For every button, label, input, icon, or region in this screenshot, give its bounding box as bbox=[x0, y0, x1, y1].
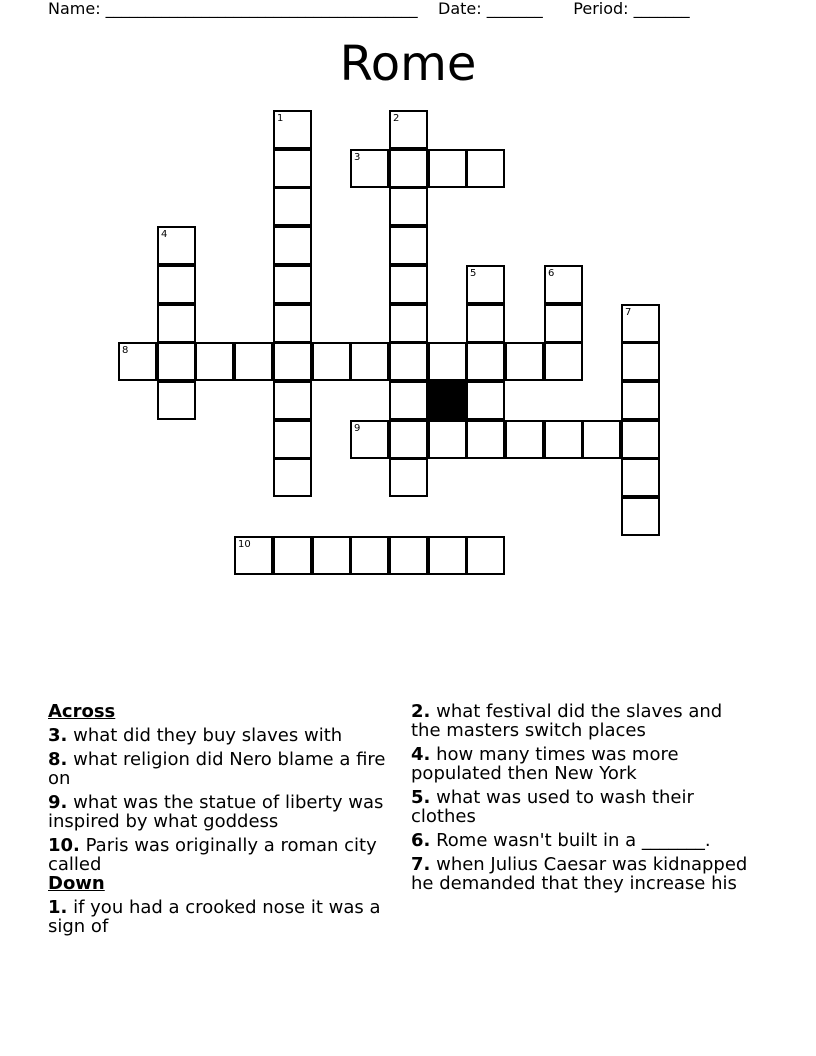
crossword-cell[interactable] bbox=[389, 110, 428, 149]
down-heading: Down bbox=[48, 873, 105, 894]
crossword-cell[interactable] bbox=[157, 226, 196, 265]
crossword-cell[interactable] bbox=[389, 420, 428, 459]
clue-text: Rome wasn't built in a _______. bbox=[430, 830, 711, 851]
crossword-cell[interactable] bbox=[273, 458, 312, 497]
crossword-cell[interactable] bbox=[505, 342, 544, 381]
name-field[interactable]: Name: _______________________________________ bbox=[48, 0, 418, 18]
clue-number: 5. bbox=[411, 787, 431, 808]
crossword-cell[interactable] bbox=[273, 265, 312, 304]
clue-down-7 bbox=[411, 855, 751, 893]
clue-number: 9. bbox=[48, 792, 68, 813]
clues-column-right bbox=[411, 702, 751, 898]
clue-text: what was used to wash their clothes bbox=[411, 787, 694, 827]
crossword-cell[interactable] bbox=[273, 226, 312, 265]
crossword-cell[interactable] bbox=[273, 110, 312, 149]
crossword-cell[interactable] bbox=[350, 342, 389, 381]
crossword-cell[interactable] bbox=[466, 536, 505, 575]
crossword-cell[interactable] bbox=[466, 149, 505, 188]
clue-number: 10. bbox=[48, 835, 80, 856]
period-field[interactable]: Period: _______ bbox=[573, 0, 690, 18]
crossword-cell[interactable] bbox=[350, 536, 389, 575]
crossword-cell[interactable] bbox=[621, 420, 660, 459]
crossword-cell[interactable] bbox=[582, 420, 621, 459]
clue-across-10 bbox=[48, 836, 393, 874]
date-field[interactable]: Date: _______ bbox=[438, 0, 543, 18]
crossword-cell[interactable] bbox=[273, 381, 312, 420]
clue-number-label: 4 bbox=[161, 229, 168, 240]
clue-number: 1. bbox=[48, 897, 68, 918]
clue-number-label: 3 bbox=[354, 152, 361, 163]
crossword-cell[interactable] bbox=[273, 187, 312, 226]
clue-number-label: 8 bbox=[122, 345, 129, 356]
clue-number-label: 10 bbox=[238, 539, 251, 550]
crossword-cell[interactable] bbox=[157, 381, 196, 420]
crossword-cell[interactable] bbox=[273, 420, 312, 459]
clue-across-9 bbox=[48, 793, 393, 831]
clue-text: when Julius Caesar was kidnapped he demanded that they increase his bbox=[411, 854, 748, 894]
crossword-cell[interactable] bbox=[389, 304, 428, 343]
crossword-cell[interactable] bbox=[389, 187, 428, 226]
crossword-cell[interactable] bbox=[621, 497, 660, 536]
crossword-cell[interactable] bbox=[273, 304, 312, 343]
crossword-cell[interactable] bbox=[389, 458, 428, 497]
crossword-cell[interactable] bbox=[466, 304, 505, 343]
crossword-cell[interactable] bbox=[621, 458, 660, 497]
clue-text: how many times was more populated then New York bbox=[411, 744, 679, 784]
crossword-cell[interactable] bbox=[466, 381, 505, 420]
clue-number-label: 6 bbox=[548, 268, 555, 279]
crossword-cell[interactable] bbox=[273, 536, 312, 575]
clue-text: what was the statue of liberty was inspired by what goddess bbox=[48, 792, 384, 832]
crossword-cell[interactable] bbox=[505, 420, 544, 459]
clue-number-label: 7 bbox=[625, 307, 632, 318]
crossword-cell[interactable] bbox=[389, 265, 428, 304]
crossword-block bbox=[428, 381, 467, 420]
clue-number-label: 9 bbox=[354, 423, 361, 434]
clue-number-label: 5 bbox=[470, 268, 477, 279]
clue-text: what did they buy slaves with bbox=[67, 725, 343, 746]
clue-text: Paris was originally a roman city called bbox=[48, 835, 377, 875]
crossword-cell[interactable] bbox=[350, 149, 389, 188]
clue-number-label: 2 bbox=[393, 113, 400, 124]
clue-number: 6. bbox=[411, 830, 431, 851]
crossword-cell[interactable] bbox=[466, 342, 505, 381]
crossword-cell[interactable] bbox=[428, 420, 467, 459]
clue-down-6 bbox=[411, 831, 751, 850]
crossword-cell[interactable] bbox=[621, 342, 660, 381]
crossword-cell[interactable] bbox=[544, 265, 583, 304]
clue-number-label: 1 bbox=[277, 113, 284, 124]
crossword-cell[interactable] bbox=[544, 420, 583, 459]
clue-number: 4. bbox=[411, 744, 431, 765]
clue-number: 2. bbox=[411, 701, 431, 722]
crossword-cell[interactable] bbox=[350, 420, 389, 459]
clue-number: 7. bbox=[411, 854, 431, 875]
clue-text: if you had a crooked nose it was a sign of bbox=[48, 897, 381, 937]
crossword-cell[interactable] bbox=[234, 536, 273, 575]
clue-across-8 bbox=[48, 750, 393, 788]
crossword-cell[interactable] bbox=[312, 536, 351, 575]
crossword-cell[interactable] bbox=[389, 342, 428, 381]
crossword-cell[interactable] bbox=[466, 265, 505, 304]
crossword-cell[interactable] bbox=[273, 149, 312, 188]
across-heading: Across bbox=[48, 701, 116, 722]
clue-number: 3. bbox=[48, 725, 68, 746]
clue-down-2 bbox=[411, 702, 751, 740]
crossword-cell[interactable] bbox=[157, 342, 196, 381]
crossword-cell[interactable] bbox=[428, 536, 467, 575]
crossword-cell[interactable] bbox=[389, 149, 428, 188]
crossword-cell[interactable] bbox=[118, 342, 157, 381]
clue-number: 8. bbox=[48, 749, 68, 770]
crossword-cell[interactable] bbox=[428, 149, 467, 188]
clues-column-left bbox=[48, 702, 393, 941]
clue-text: what festival did the slaves and the masters switch places bbox=[411, 701, 723, 741]
crossword-cell[interactable] bbox=[195, 342, 234, 381]
crossword-cell[interactable] bbox=[389, 226, 428, 265]
crossword-cell[interactable] bbox=[466, 420, 505, 459]
crossword-cell[interactable] bbox=[389, 536, 428, 575]
crossword-cell[interactable] bbox=[157, 265, 196, 304]
clue-text: what religion did Nero blame a fire on bbox=[48, 749, 386, 789]
crossword-cell[interactable] bbox=[157, 304, 196, 343]
crossword-cell[interactable] bbox=[621, 304, 660, 343]
crossword-cell[interactable] bbox=[544, 304, 583, 343]
clue-down-1 bbox=[48, 898, 393, 936]
crossword-cell[interactable] bbox=[273, 342, 312, 381]
clue-down-4 bbox=[411, 745, 751, 783]
clue-down-5 bbox=[411, 788, 751, 826]
crossword-cell[interactable] bbox=[428, 342, 467, 381]
crossword-cell[interactable] bbox=[389, 381, 428, 420]
page-title: Rome bbox=[339, 36, 477, 92]
crossword-cell[interactable] bbox=[621, 381, 660, 420]
crossword-cell[interactable] bbox=[312, 342, 351, 381]
crossword-cell[interactable] bbox=[544, 342, 583, 381]
crossword-cell[interactable] bbox=[234, 342, 273, 381]
clue-across-3 bbox=[48, 726, 393, 745]
